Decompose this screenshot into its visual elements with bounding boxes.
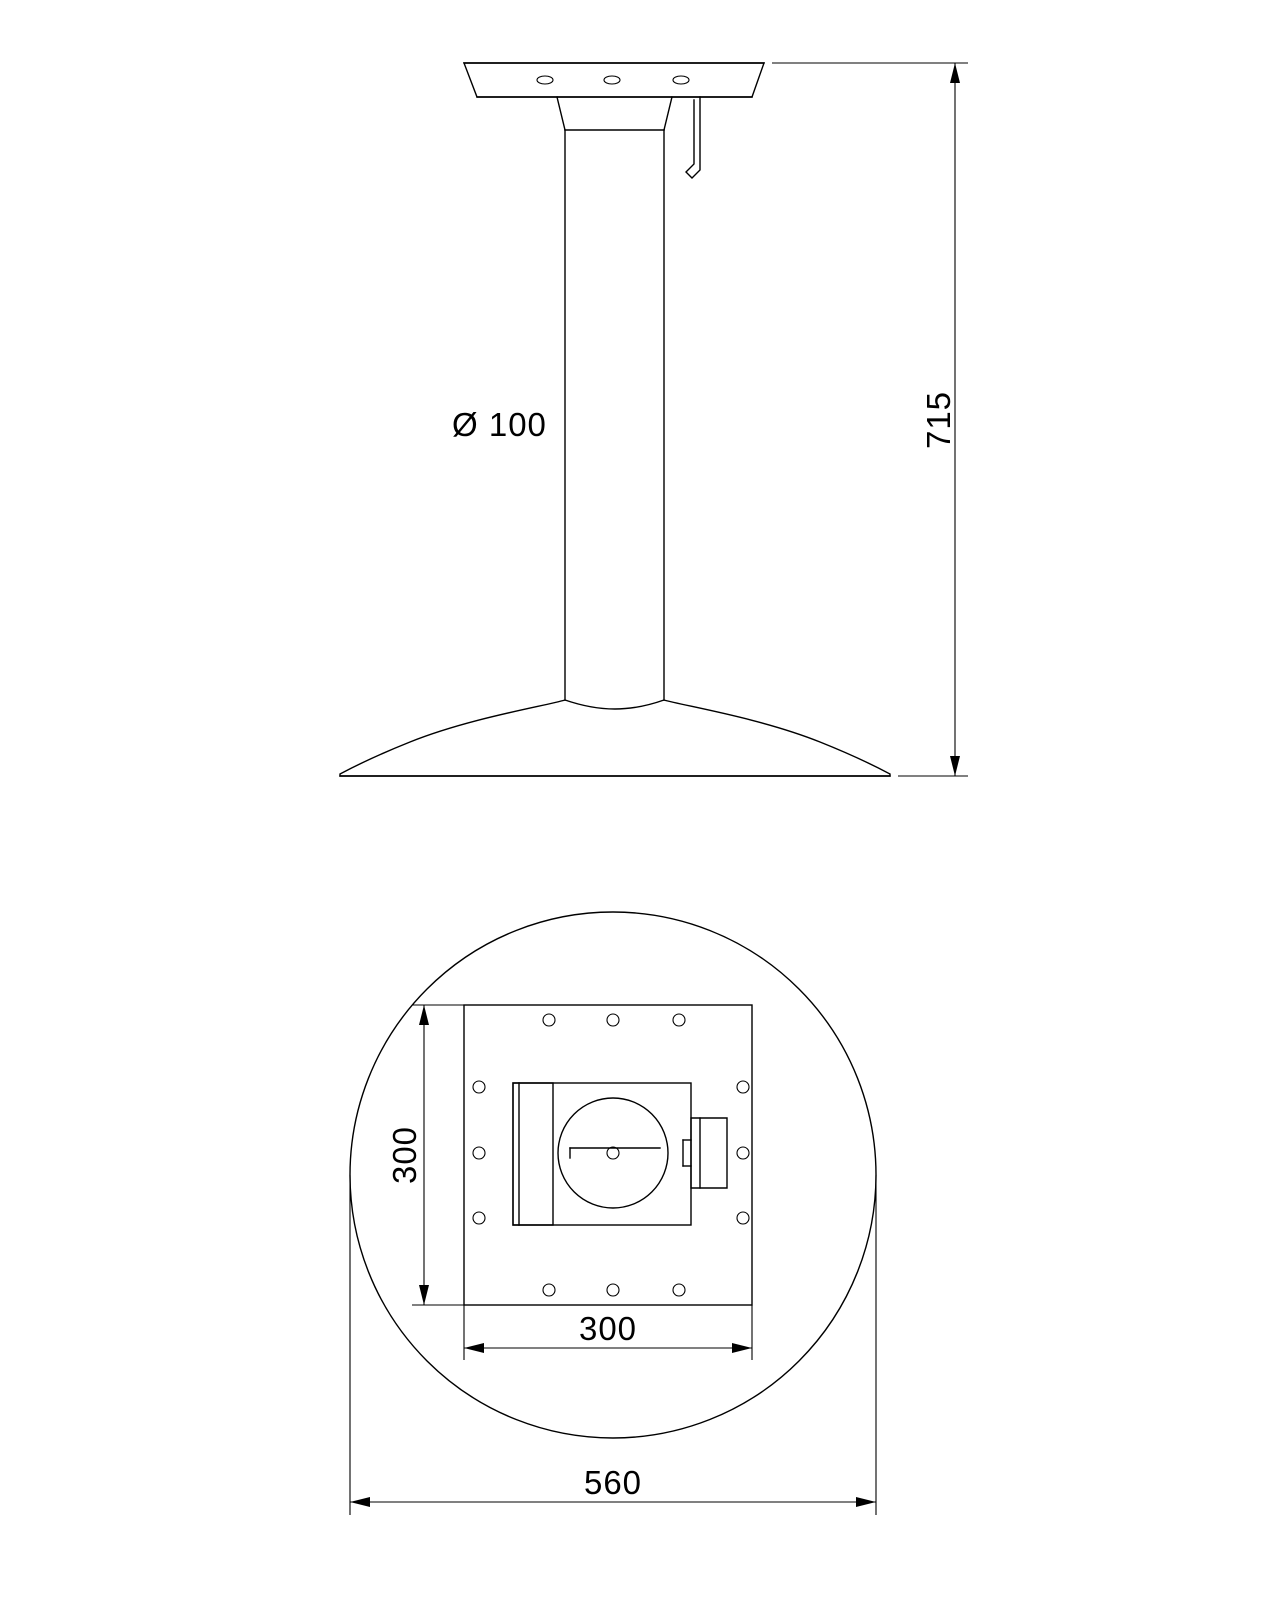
column-circle: [558, 1098, 668, 1208]
column-center-hole: [607, 1147, 619, 1159]
dim-overall-height-text: 715: [920, 390, 957, 450]
right-block: [683, 1118, 727, 1188]
dim-plate-width: [464, 1305, 752, 1360]
dim-plate-depth: [386, 1005, 464, 1305]
dim-base-diameter-text: 560: [583, 1464, 643, 1501]
plate-screw-holes: [473, 1014, 749, 1296]
column-collar: [557, 97, 672, 130]
left-block: [513, 1083, 553, 1225]
dim-plate-depth-text: 300: [386, 1125, 423, 1185]
dim-overall-height: [772, 63, 968, 776]
base-foot: [340, 700, 890, 776]
column-section: [558, 1098, 668, 1208]
adjuster-bracket: [686, 97, 700, 178]
dim-plate-width-text: 300: [578, 1310, 638, 1347]
base-circle: [350, 912, 876, 1438]
inner-frame: [513, 1083, 691, 1225]
front-elevation-view: [340, 63, 968, 776]
dim-column-diameter: Ø 100: [452, 406, 547, 443]
column: [565, 130, 664, 700]
top-plan-view: [350, 912, 876, 1515]
square-plate: [464, 1005, 752, 1305]
top-mounting-plate: [464, 63, 764, 97]
